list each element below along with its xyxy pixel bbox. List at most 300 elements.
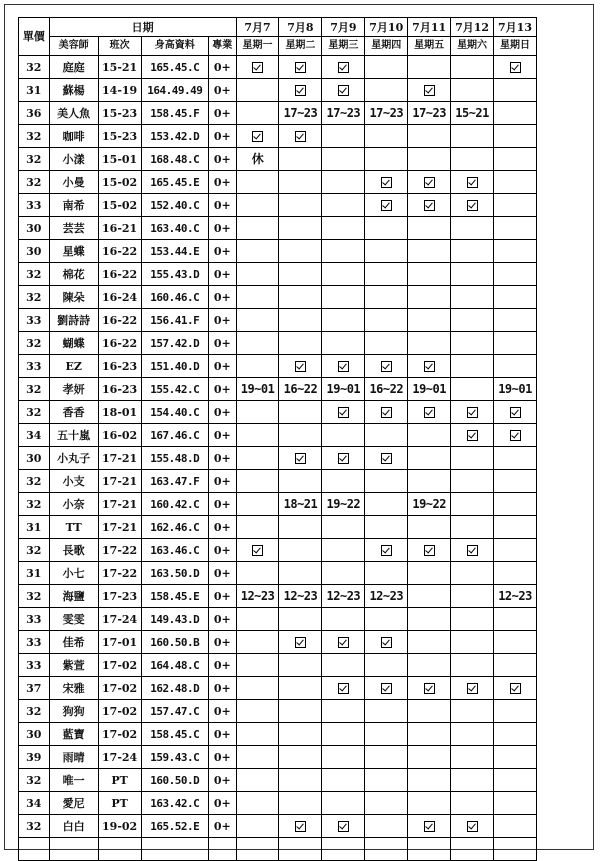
table-row xyxy=(19,608,537,631)
stylist-name-cell xyxy=(49,838,98,861)
day-cell xyxy=(322,815,365,838)
day-cell xyxy=(322,700,365,723)
day-cell xyxy=(494,608,537,631)
pro-cell: 0+ xyxy=(209,56,237,79)
table-row xyxy=(19,723,537,746)
price-cell: 34 xyxy=(19,424,50,447)
stylist-name-cell: 五十嵐 xyxy=(49,424,98,447)
day-cell xyxy=(494,654,537,677)
checkbox-checked-icon xyxy=(467,683,478,694)
shift-time: 18~21 xyxy=(283,497,318,511)
day-cell xyxy=(408,631,451,654)
body-data-cell: 152.40.C xyxy=(141,194,208,217)
day-cell xyxy=(322,654,365,677)
class-cell: 17-01 xyxy=(98,631,141,654)
day-cell xyxy=(236,217,279,240)
class-cell: 17-24 xyxy=(98,746,141,769)
checkbox-checked-icon xyxy=(510,62,521,73)
price-cell: 33 xyxy=(19,608,50,631)
checkbox-checked-icon xyxy=(338,821,349,832)
day-cell xyxy=(279,217,322,240)
day-cell xyxy=(236,723,279,746)
day-cell xyxy=(279,447,322,470)
table-row xyxy=(19,516,537,539)
pro-cell: 0+ xyxy=(209,217,237,240)
class-cell: 17-02 xyxy=(98,700,141,723)
price-cell: 33 xyxy=(19,355,50,378)
body-data-cell: 160.46.C xyxy=(141,286,208,309)
day-cell xyxy=(365,148,408,171)
table-row xyxy=(19,309,537,332)
day-cell xyxy=(236,746,279,769)
day-cell xyxy=(322,723,365,746)
day-cell xyxy=(451,125,494,148)
day-date-6: 7月13 xyxy=(494,18,537,37)
day-cell xyxy=(279,700,322,723)
checkbox-checked-icon xyxy=(381,200,392,211)
day-cell xyxy=(408,332,451,355)
day-cell xyxy=(322,493,365,516)
day-cell xyxy=(322,792,365,815)
checkbox-checked-icon xyxy=(424,545,435,556)
stylist-name-cell: 小支 xyxy=(49,470,98,493)
day-cell xyxy=(451,769,494,792)
day-cell xyxy=(494,79,537,102)
weekday-2: 星期三 xyxy=(322,37,365,56)
day-cell xyxy=(494,677,537,700)
day-date-2: 7月9 xyxy=(322,18,365,37)
table-row xyxy=(19,263,537,286)
shift-time: 19~01 xyxy=(326,382,361,396)
stylist-name-cell: 小奈 xyxy=(49,493,98,516)
class-cell: 17-22 xyxy=(98,539,141,562)
stylist-name-cell: 小曼 xyxy=(49,171,98,194)
day-cell xyxy=(408,608,451,631)
day-cell xyxy=(494,263,537,286)
checkbox-checked-icon xyxy=(467,821,478,832)
day-cell xyxy=(236,562,279,585)
body-data-cell: 163.47.F xyxy=(141,470,208,493)
checkbox-checked-icon xyxy=(338,453,349,464)
stylist-name-cell: 孝妍 xyxy=(49,378,98,401)
shift-time: 19~22 xyxy=(412,497,446,511)
stylist-name-cell: 咖啡 xyxy=(49,125,98,148)
day-cell xyxy=(322,102,365,125)
pro-cell: 0+ xyxy=(209,746,237,769)
shift-time: 12~23 xyxy=(326,589,361,603)
stylist-name-cell: 藍寶 xyxy=(49,723,98,746)
day-cell xyxy=(365,700,408,723)
table-row xyxy=(19,286,537,309)
day-cell xyxy=(451,309,494,332)
day-date-3: 7月10 xyxy=(365,18,408,37)
stylist-name-cell: 芸芸 xyxy=(49,217,98,240)
day-cell xyxy=(322,148,365,171)
day-cell xyxy=(279,355,322,378)
price-cell: 32 xyxy=(19,585,50,608)
class-cell xyxy=(98,838,141,861)
day-cell xyxy=(451,79,494,102)
day-cell xyxy=(322,79,365,102)
class-cell: 14-19 xyxy=(98,79,141,102)
day-cell xyxy=(236,493,279,516)
day-cell xyxy=(322,631,365,654)
class-cell: 17-21 xyxy=(98,447,141,470)
body-data-cell: 165.52.E xyxy=(141,815,208,838)
day-cell xyxy=(236,516,279,539)
day-cell xyxy=(451,424,494,447)
day-cell xyxy=(494,148,537,171)
day-cell xyxy=(451,792,494,815)
day-cell xyxy=(236,240,279,263)
day-date-5: 7月12 xyxy=(451,18,494,37)
day-cell xyxy=(451,516,494,539)
price-cell: 32 xyxy=(19,700,50,723)
stylist-name-cell: 小七 xyxy=(49,562,98,585)
day-cell xyxy=(322,516,365,539)
day-cell xyxy=(236,56,279,79)
shift-time: 12~23 xyxy=(498,589,532,603)
body-data-cell: 157.47.C xyxy=(141,700,208,723)
day-cell xyxy=(451,746,494,769)
day-cell xyxy=(279,746,322,769)
day-cell xyxy=(408,723,451,746)
day-cell xyxy=(236,148,279,171)
class-cell: 16-23 xyxy=(98,355,141,378)
weekday-saturday: 星期六 xyxy=(451,37,494,56)
day-cell xyxy=(365,838,408,861)
day-cell xyxy=(236,424,279,447)
body-data-cell: 153.44.E xyxy=(141,240,208,263)
day-cell xyxy=(236,286,279,309)
stylist-name-cell: 白白 xyxy=(49,815,98,838)
day-cell xyxy=(236,309,279,332)
checkbox-checked-icon xyxy=(338,407,349,418)
price-cell: 30 xyxy=(19,217,50,240)
day-cell xyxy=(494,378,537,401)
day-cell xyxy=(236,355,279,378)
day-cell xyxy=(279,102,322,125)
stylist-name-cell: 宋雅 xyxy=(49,677,98,700)
day-cell xyxy=(236,631,279,654)
day-cell xyxy=(494,447,537,470)
pro-cell: 0+ xyxy=(209,424,237,447)
day-cell xyxy=(279,608,322,631)
day-cell xyxy=(494,56,537,79)
day-cell xyxy=(236,470,279,493)
day-cell xyxy=(322,769,365,792)
pro-cell: 0+ xyxy=(209,378,237,401)
pro-cell: 0+ xyxy=(209,723,237,746)
checkbox-checked-icon xyxy=(467,407,478,418)
day-cell xyxy=(322,424,365,447)
day-cell xyxy=(408,240,451,263)
class-cell: 16-21 xyxy=(98,217,141,240)
table-row xyxy=(19,332,537,355)
weekday-sunday: 星期日 xyxy=(494,37,537,56)
checkbox-checked-icon xyxy=(424,361,435,372)
table-row xyxy=(19,424,537,447)
body-data-cell: 149.43.D xyxy=(141,608,208,631)
stylist-name-cell: 長歌 xyxy=(49,539,98,562)
day-cell xyxy=(494,562,537,585)
day-cell xyxy=(408,148,451,171)
day-cell xyxy=(322,286,365,309)
table-row xyxy=(19,539,537,562)
day-cell xyxy=(451,631,494,654)
day-cell xyxy=(408,424,451,447)
day-cell xyxy=(451,286,494,309)
day-cell xyxy=(451,700,494,723)
day-cell xyxy=(451,539,494,562)
class-col-header: 班次 xyxy=(98,37,141,56)
weekday-1: 星期二 xyxy=(279,37,322,56)
day-cell xyxy=(322,263,365,286)
day-cell xyxy=(279,286,322,309)
day-cell xyxy=(494,102,537,125)
price-cell: 32 xyxy=(19,171,50,194)
pro-cell: 0+ xyxy=(209,792,237,815)
day-cell xyxy=(279,332,322,355)
day-cell xyxy=(494,401,537,424)
checkbox-checked-icon xyxy=(467,200,478,211)
checkbox-checked-icon xyxy=(424,200,435,211)
day-cell xyxy=(408,102,451,125)
day-cell xyxy=(408,769,451,792)
day-cell xyxy=(451,56,494,79)
day-cell xyxy=(365,194,408,217)
shift-time: 16~22 xyxy=(283,382,318,396)
day-cell xyxy=(408,493,451,516)
day-cell xyxy=(365,723,408,746)
day-cell xyxy=(494,838,537,861)
table-row xyxy=(19,355,537,378)
day-cell xyxy=(279,585,322,608)
pro-cell: 0+ xyxy=(209,516,237,539)
price-cell: 32 xyxy=(19,125,50,148)
pro-cell: 0+ xyxy=(209,263,237,286)
day-cell xyxy=(236,838,279,861)
day-cell xyxy=(408,125,451,148)
class-cell: 16-22 xyxy=(98,263,141,286)
day-cell xyxy=(236,447,279,470)
day-cell xyxy=(494,700,537,723)
day-cell xyxy=(365,125,408,148)
day-cell xyxy=(279,171,322,194)
day-cell xyxy=(236,769,279,792)
checkbox-checked-icon xyxy=(295,131,306,142)
body-data-cell: 159.43.C xyxy=(141,746,208,769)
day-cell xyxy=(365,401,408,424)
day-cell xyxy=(236,332,279,355)
day-cell xyxy=(451,263,494,286)
price-cell: 30 xyxy=(19,723,50,746)
table-row xyxy=(19,148,537,171)
pro-cell: 0+ xyxy=(209,539,237,562)
table-row xyxy=(19,792,537,815)
day-cell xyxy=(236,125,279,148)
body-data-cell: 156.41.F xyxy=(141,309,208,332)
price-cell: 34 xyxy=(19,792,50,815)
shift-time: 12~23 xyxy=(369,589,404,603)
day-cell xyxy=(322,378,365,401)
body-data-cell: 155.42.C xyxy=(141,378,208,401)
class-cell: 16-22 xyxy=(98,309,141,332)
class-cell: PT xyxy=(98,769,141,792)
day-cell xyxy=(365,263,408,286)
day-cell xyxy=(236,378,279,401)
stylist-name-cell: 雯雯 xyxy=(49,608,98,631)
day-cell xyxy=(365,562,408,585)
day-cell xyxy=(451,447,494,470)
price-cell: 36 xyxy=(19,102,50,125)
shift-time: 16~22 xyxy=(369,382,404,396)
price-header: 單價 xyxy=(19,18,50,56)
price-cell: 32 xyxy=(19,286,50,309)
table-row xyxy=(19,769,537,792)
day-cell xyxy=(279,125,322,148)
day-cell xyxy=(451,608,494,631)
table-row xyxy=(19,217,537,240)
table-row xyxy=(19,815,537,838)
weekday-3: 星期四 xyxy=(365,37,408,56)
day-cell xyxy=(279,470,322,493)
class-cell: 15-01 xyxy=(98,148,141,171)
day-cell xyxy=(408,677,451,700)
day-cell xyxy=(365,470,408,493)
shift-time: 15~21 xyxy=(455,106,489,120)
day-cell xyxy=(365,631,408,654)
class-cell: 17-02 xyxy=(98,677,141,700)
day-date-1: 7月8 xyxy=(279,18,322,37)
shift-time: 17~23 xyxy=(326,106,361,120)
day-cell xyxy=(451,585,494,608)
day-cell xyxy=(408,838,451,861)
stylist-name-cell: 陳朵 xyxy=(49,286,98,309)
price-cell: 32 xyxy=(19,401,50,424)
price-cell: 33 xyxy=(19,631,50,654)
price-cell: 39 xyxy=(19,746,50,769)
checkbox-checked-icon xyxy=(295,637,306,648)
day-cell xyxy=(236,171,279,194)
checkbox-checked-icon xyxy=(295,62,306,73)
day-cell xyxy=(365,677,408,700)
day-cell xyxy=(236,539,279,562)
day-cell xyxy=(365,815,408,838)
pro-cell: 0+ xyxy=(209,240,237,263)
day-cell xyxy=(408,792,451,815)
class-cell: 15-23 xyxy=(98,102,141,125)
day-cell xyxy=(279,562,322,585)
day-cell xyxy=(408,516,451,539)
day-cell xyxy=(279,792,322,815)
day-cell xyxy=(279,654,322,677)
day-cell xyxy=(365,608,408,631)
day-cell xyxy=(236,608,279,631)
table-row xyxy=(19,79,537,102)
body-data-cell: 163.46.C xyxy=(141,539,208,562)
table-row xyxy=(19,677,537,700)
table-row xyxy=(19,240,537,263)
day-cell xyxy=(408,194,451,217)
day-cell xyxy=(365,447,408,470)
body-data-cell xyxy=(141,838,208,861)
day-cell xyxy=(408,401,451,424)
day-cell xyxy=(365,171,408,194)
class-cell: 17-22 xyxy=(98,562,141,585)
day-cell xyxy=(322,217,365,240)
checkbox-checked-icon xyxy=(295,821,306,832)
day-cell xyxy=(365,240,408,263)
day-cell xyxy=(322,447,365,470)
day-cell xyxy=(365,792,408,815)
price-cell: 32 xyxy=(19,378,50,401)
class-cell: 16-02 xyxy=(98,424,141,447)
body-data-cell: 162.48.D xyxy=(141,677,208,700)
pro-cell: 0+ xyxy=(209,562,237,585)
date-header: 日期 xyxy=(49,18,236,37)
pro-cell: 0+ xyxy=(209,401,237,424)
stylist-name-cell: TT xyxy=(49,516,98,539)
day-cell xyxy=(494,194,537,217)
body-data-cell: 163.42.C xyxy=(141,792,208,815)
price-cell: 32 xyxy=(19,148,50,171)
day-cell xyxy=(279,539,322,562)
day-cell xyxy=(322,838,365,861)
day-cell xyxy=(322,585,365,608)
checkbox-checked-icon xyxy=(295,453,306,464)
day-cell xyxy=(408,654,451,677)
stylist-name-cell: 劉詩詩 xyxy=(49,309,98,332)
class-cell: 15-02 xyxy=(98,171,141,194)
checkbox-checked-icon xyxy=(510,683,521,694)
day-cell xyxy=(322,309,365,332)
day-cell xyxy=(494,493,537,516)
pro-cell: 0+ xyxy=(209,700,237,723)
day-cell xyxy=(322,355,365,378)
stylist-name-cell: 海鹽 xyxy=(49,585,98,608)
day-cell xyxy=(451,493,494,516)
shift-time: 17~23 xyxy=(283,106,318,120)
day-cell xyxy=(408,378,451,401)
shift-time: 17~23 xyxy=(412,106,446,120)
day-cell xyxy=(408,700,451,723)
table-row xyxy=(19,700,537,723)
pro-col-header: 專業 xyxy=(209,37,237,56)
day-cell xyxy=(322,746,365,769)
checkbox-checked-icon xyxy=(467,177,478,188)
class-cell: 17-21 xyxy=(98,470,141,493)
day-cell xyxy=(451,148,494,171)
day-cell xyxy=(365,286,408,309)
day-cell xyxy=(236,263,279,286)
day-cell xyxy=(408,217,451,240)
pro-cell: 0+ xyxy=(209,194,237,217)
day-cell xyxy=(408,286,451,309)
pro-cell: 0+ xyxy=(209,447,237,470)
body-data-cell: 157.42.D xyxy=(141,332,208,355)
shift-time: 12~23 xyxy=(240,589,275,603)
checkbox-checked-icon xyxy=(381,177,392,188)
table-row xyxy=(19,102,537,125)
day-cell xyxy=(365,217,408,240)
day-cell xyxy=(365,56,408,79)
class-cell: 16-22 xyxy=(98,240,141,263)
day-cell xyxy=(279,723,322,746)
checkbox-checked-icon xyxy=(338,62,349,73)
body-data-cell: 165.45.E xyxy=(141,171,208,194)
body-data-cell: 165.45.C xyxy=(141,56,208,79)
